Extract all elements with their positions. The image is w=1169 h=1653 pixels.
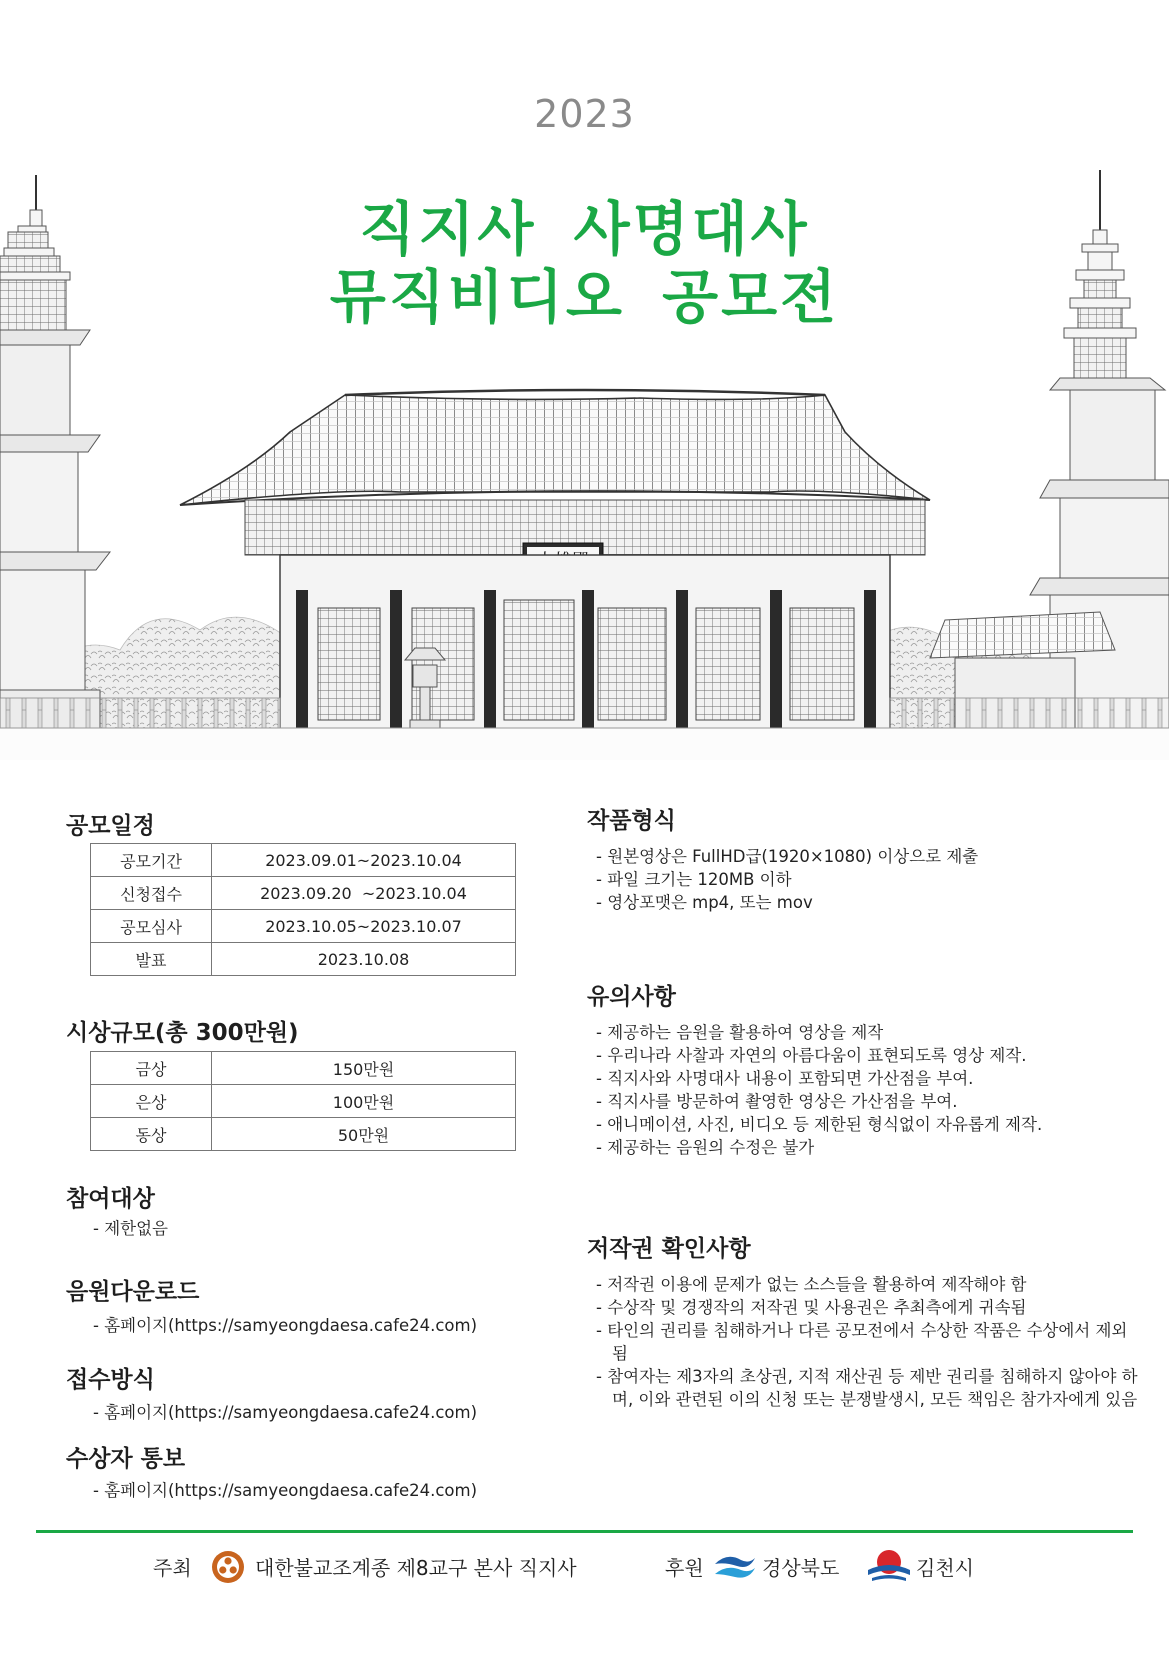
table-row xyxy=(91,844,516,877)
gimcheon-logo-icon xyxy=(868,1548,910,1584)
list-item: - 저작권 이용에 문제가 없는 소스들을 활용하여 제작해야 함 xyxy=(596,1275,1027,1294)
list-item: - 애니메이션, 사진, 비디오 등 제한된 형식없이 자유롭게 제작. xyxy=(596,1115,1043,1134)
schedule-title: 공모일정 xyxy=(66,813,155,839)
list-item: - 직지사를 방문하여 촬영한 영상은 가산점을 부여. xyxy=(596,1092,958,1111)
table-row xyxy=(91,1052,516,1085)
sponsor2-name: 김천시 xyxy=(916,1556,974,1580)
table-cell-label: 은상 xyxy=(91,1085,212,1118)
list-item: - 파일 크기는 120MB 이하 xyxy=(596,870,792,889)
table-cell-label: 공모심사 xyxy=(91,910,212,943)
year: 2023 xyxy=(534,92,635,136)
list-item: - 영상포맷은 mp4, 또는 mov xyxy=(596,893,813,912)
table-cell-label: 신청접수 xyxy=(91,877,212,910)
jogye-order-logo-icon xyxy=(210,1549,246,1585)
table-row xyxy=(91,943,516,976)
table-cell-value: 2023.09.01~2023.10.04 xyxy=(212,844,516,877)
format-title: 작품형식 xyxy=(587,808,676,834)
table-cell-label: 금상 xyxy=(91,1052,212,1085)
notes-title: 유의사항 xyxy=(587,984,676,1010)
copyright-title: 저작권 확인사항 xyxy=(587,1236,751,1262)
table-row xyxy=(91,910,516,943)
winner-notice-title: 수상자 통보 xyxy=(66,1446,186,1472)
table-cell-value: 2023.10.08 xyxy=(212,943,516,976)
table-row xyxy=(91,1118,516,1151)
list-item: - 직지사와 사명대사 내용이 포함되면 가산점을 부여. xyxy=(596,1069,974,1088)
table-cell-value: 100만원 xyxy=(212,1085,516,1118)
table-row xyxy=(91,1085,516,1118)
gyeongbuk-logo-icon xyxy=(713,1552,757,1582)
table-cell-value: 2023.09.20 ~2023.10.04 xyxy=(212,877,516,910)
winner-notice-item: - 홈페이지(https://samyeongdaesa.cafe24.com) xyxy=(93,1481,478,1500)
host-name: 대한불교조계종 제8교구 본사 직지사 xyxy=(255,1556,577,1580)
prizes-title: 시상규모(총 300만원) xyxy=(66,1020,299,1046)
submission-title: 접수방식 xyxy=(66,1367,155,1393)
table-cell-value: 150만원 xyxy=(212,1052,516,1085)
title-line-2: 뮤직비디오 공모전 xyxy=(329,263,840,331)
download-item: - 홈페이지(https://samyeongdaesa.cafe24.com) xyxy=(93,1316,478,1335)
list-item: - 원본영상은 FullHD급(1920×1080) 이상으로 제출 xyxy=(596,847,979,866)
list-item: - 타인의 권리를 침해하거나 다른 공모전에서 수상한 작품은 수상에서 제외됨 xyxy=(596,1321,1128,1363)
table-cell-value: 2023.10.05~2023.10.07 xyxy=(212,910,516,943)
contest-title xyxy=(0,195,1169,331)
list-item: - 제공하는 음원의 수정은 불가 xyxy=(596,1138,815,1157)
download-title: 음원다운로드 xyxy=(66,1279,200,1305)
eligibility-item: - 제한없음 xyxy=(93,1219,168,1238)
list-item: - 참여자는 제3자의 초상권, 지적 재산권 등 제반 권리를 침해하지 않아야 하며, 이와 관련된 이의 신청 또는 분쟁발생시, 모든 책임은 참가자에게 있음 xyxy=(596,1367,1138,1409)
table-cell-label: 동상 xyxy=(91,1118,212,1151)
list-item: - 우리나라 사찰과 자연의 아름다움이 표현되도록 영상 제작. xyxy=(596,1046,1027,1065)
schedule-table xyxy=(90,843,516,976)
footer-divider xyxy=(36,1530,1133,1533)
sponsor1-name: 경상북도 xyxy=(762,1556,840,1580)
format-list xyxy=(596,845,1136,914)
eligibility-title: 참여대상 xyxy=(66,1186,155,1212)
sponsor-label: 후원 xyxy=(665,1556,704,1580)
title-line-1: 직지사 사명대사 xyxy=(359,195,810,263)
host-label: 주최 xyxy=(153,1556,192,1580)
footer xyxy=(0,1546,1169,1586)
list-item: - 수상작 및 경쟁작의 저작권 및 사용권은 추최측에게 귀속됨 xyxy=(596,1298,1027,1317)
table-row xyxy=(91,877,516,910)
list-item: - 제공하는 음원을 활용하여 영상을 제작 xyxy=(596,1023,884,1042)
notes-list xyxy=(596,1021,1156,1159)
table-cell-label: 발표 xyxy=(91,943,212,976)
copyright-list xyxy=(596,1273,1141,1411)
submission-item: - 홈페이지(https://samyeongdaesa.cafe24.com) xyxy=(93,1403,478,1422)
table-cell-value: 50만원 xyxy=(212,1118,516,1151)
table-cell-label: 공모기간 xyxy=(91,844,212,877)
prizes-table xyxy=(90,1051,516,1151)
